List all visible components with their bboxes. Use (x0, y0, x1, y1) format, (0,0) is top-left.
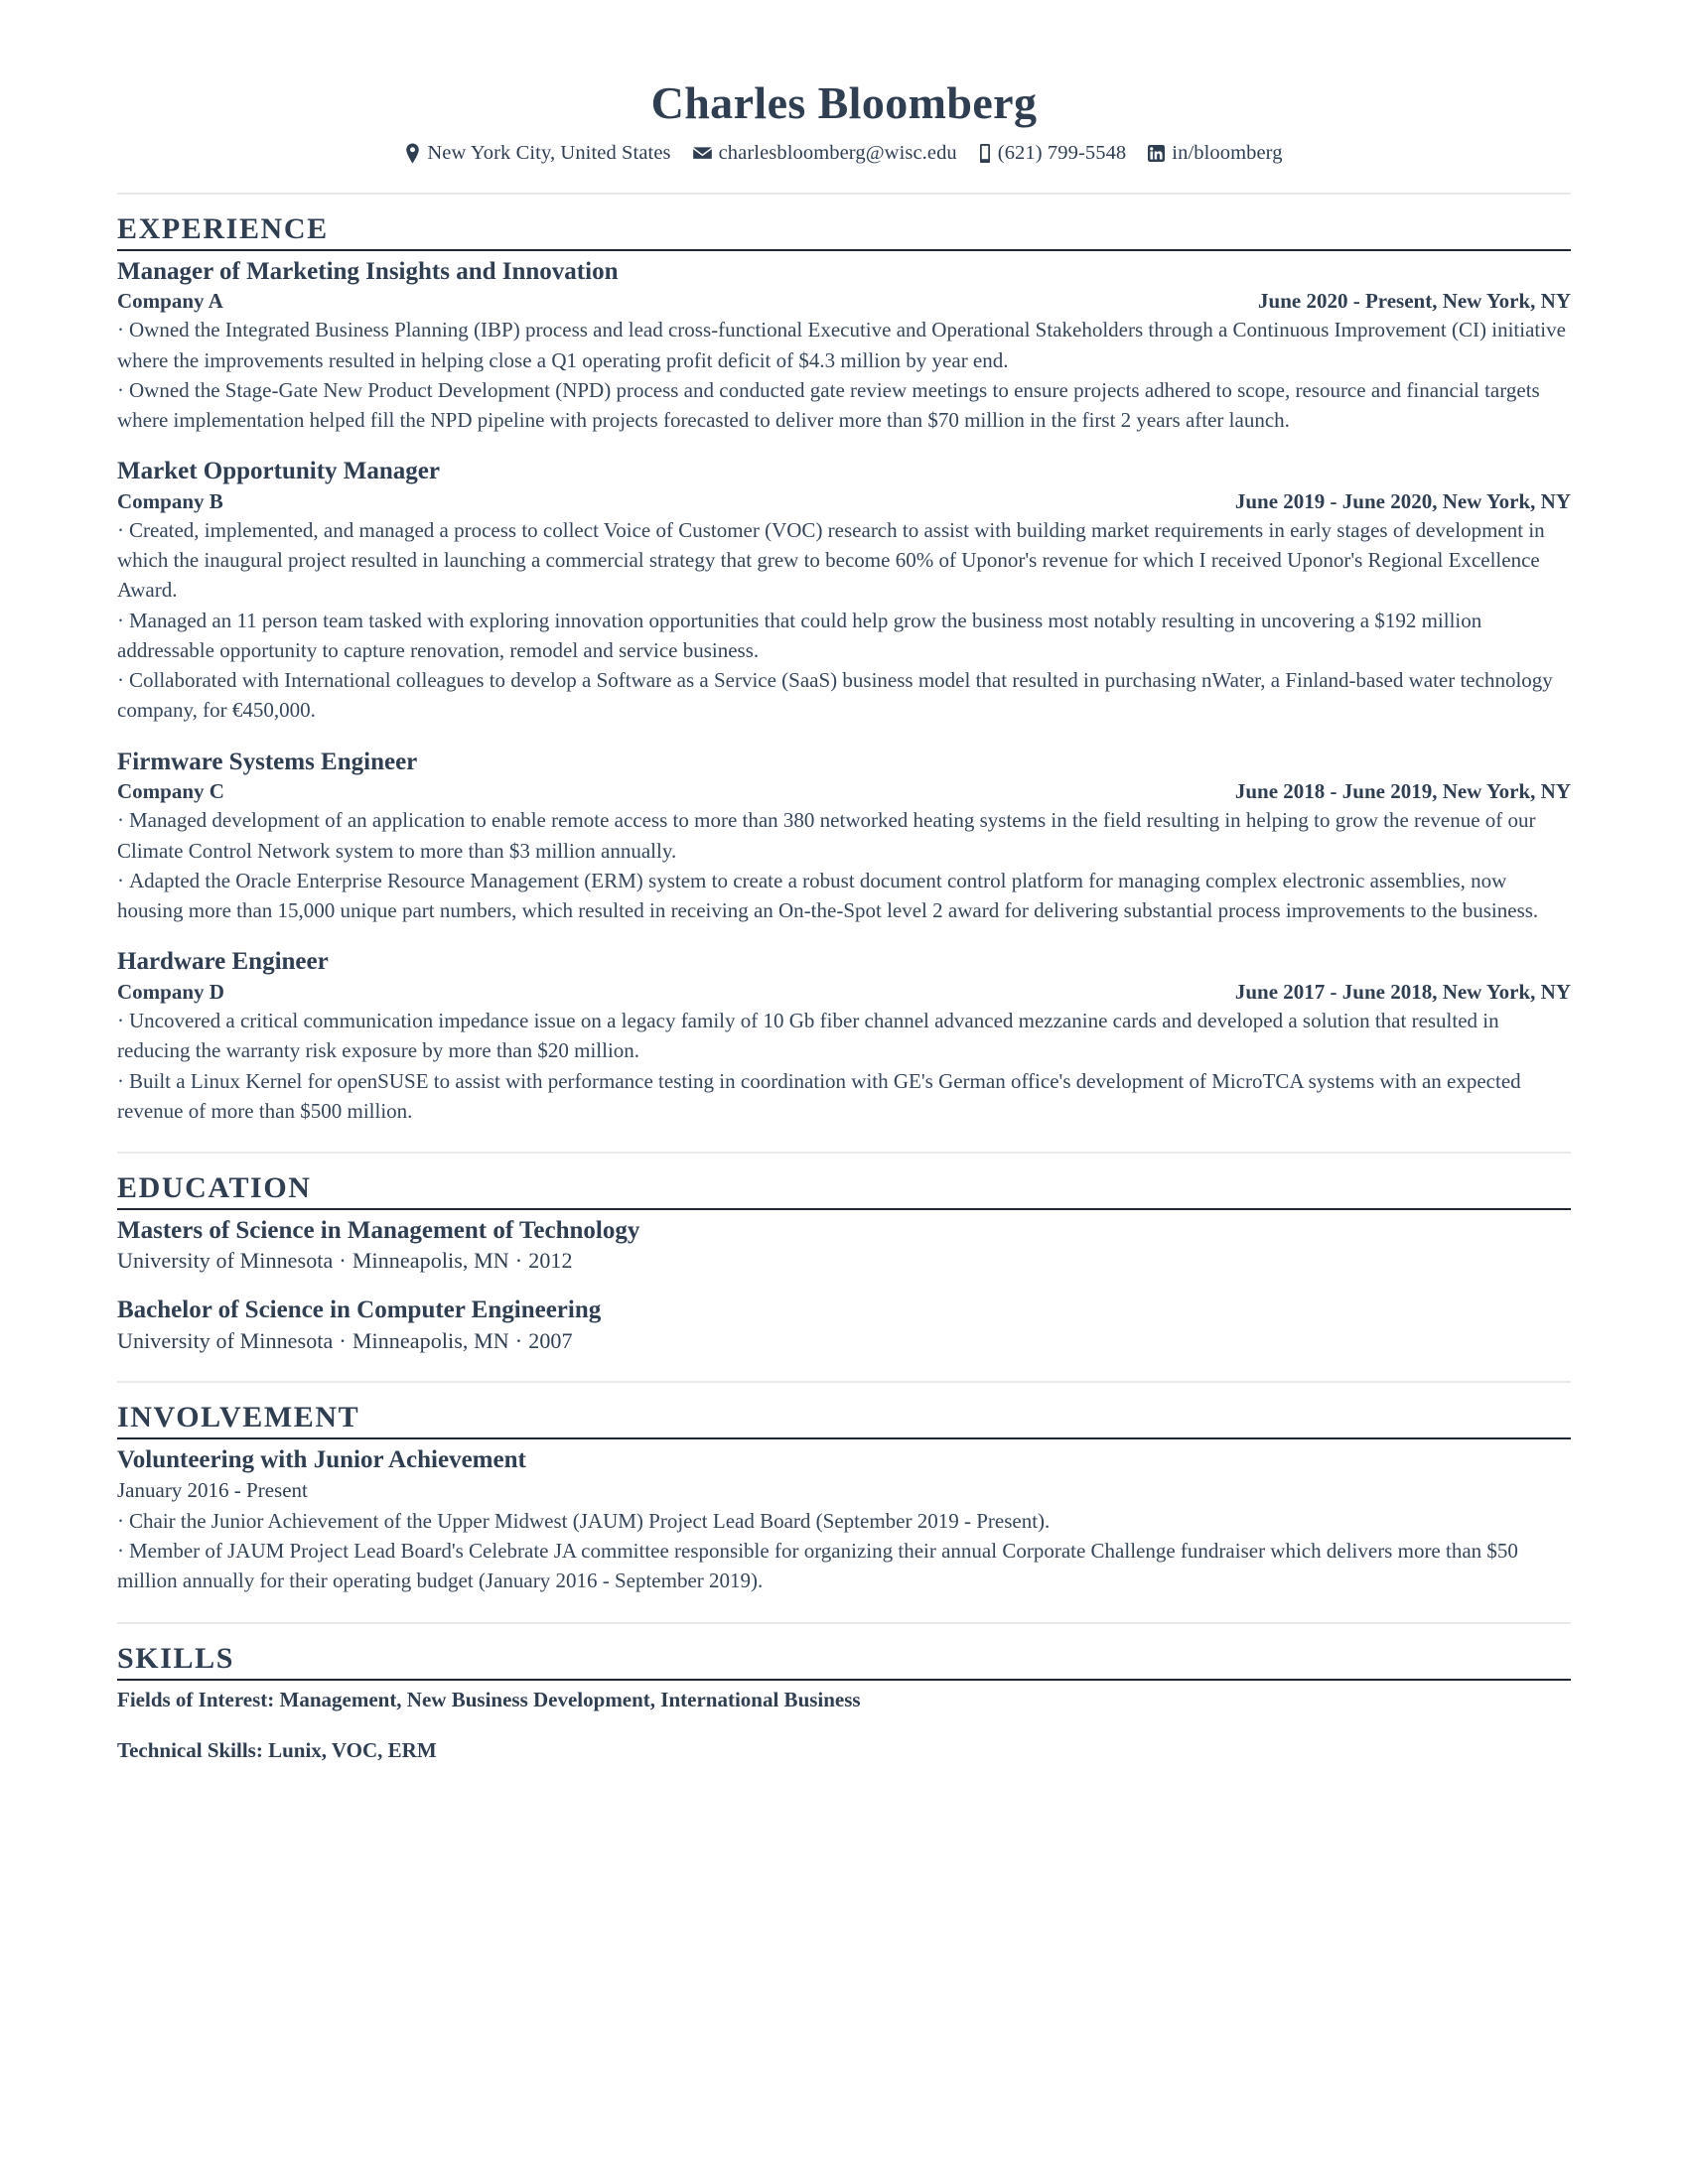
map-pin-icon (405, 143, 420, 164)
job-daterange-location: June 2017 - June 2018, New York, NY (1234, 979, 1571, 1004)
company-name: Company B (117, 488, 223, 513)
bullet-dot-icon: · (117, 1508, 124, 1533)
bullet-item (117, 1506, 1571, 1536)
section-skills (117, 1622, 1571, 1765)
section-education (117, 1152, 1571, 1355)
separator-dot-icon: · (514, 1248, 523, 1274)
graduation-year: 2007 (528, 1327, 573, 1353)
bullet-item (117, 1536, 1571, 1595)
section-title-education: EDUCATION (117, 1170, 312, 1204)
education-detail-row (117, 1247, 1571, 1276)
bullet-item (117, 606, 1571, 665)
bullet-text: Member of JAUM Project Lead Board's Celebrate JA committee responsible for organizing their annual Corporate Challenge fundraiser which delivers more than $50 million annually for their operating budget (January 2016 - September 2019). (117, 1539, 1518, 1593)
experience-entry-list (117, 257, 1571, 1126)
school-location: Minneapolis, MN (352, 1327, 509, 1353)
education-entry-list (117, 1216, 1571, 1355)
separator-dot-icon: · (339, 1248, 347, 1274)
bullet-item (117, 1066, 1571, 1126)
bullet-dot-icon: · (117, 808, 124, 833)
involvement-entry-list (117, 1445, 1571, 1596)
company-name: Company D (117, 979, 224, 1004)
graduation-year: 2012 (528, 1248, 573, 1274)
bullet-text: Owned the Stage-Gate New Product Development (NPD) process and conducted gate review meetings to ensure projects adhered to scope, resource and financial targets where implementation helped fill the NPD pipeline with projects forecasted to deliver more than $70 million in the first 2 years after launch. (117, 377, 1540, 432)
bullet-item (117, 805, 1571, 865)
job-meta-row (117, 778, 1571, 804)
contact-item-mobile-phone[interactable] (979, 140, 1127, 167)
contact-info-line (117, 140, 1571, 167)
experience-entry (117, 748, 1571, 926)
bullet-list (117, 1506, 1571, 1596)
school-name: University of Minnesota (117, 1248, 334, 1274)
resume-header (117, 77, 1571, 167)
section-top-divider (117, 1622, 1571, 1624)
section-rule (117, 1679, 1571, 1681)
bullet-text: Uncovered a critical communication impedance issue on a legacy family of 10 Gb fiber channel advanced mezzanine cards and developed a solution that resulted in reducing the warranty risk exposure by more than $20 million. (117, 1009, 1499, 1063)
experience-entry (117, 947, 1571, 1126)
company-name: Company A (117, 289, 223, 314)
separator-dot-icon: · (514, 1327, 523, 1353)
contact-item-map-pin[interactable] (405, 140, 670, 167)
bullet-text: Chair the Junior Achievement of the Upper Midwest (JAUM) Project Lead Board (September 2019 - Present). (129, 1508, 1051, 1533)
section-title-involvement: INVOLVEMENT (117, 1401, 360, 1434)
involvement-title: Volunteering with Junior Achievement (117, 1446, 526, 1474)
skills-line: Fields of Interest: Management, New Business Development, International Business (117, 1687, 861, 1711)
bullet-item (117, 375, 1571, 435)
linkedin-icon (1148, 145, 1165, 162)
bullet-list (117, 1006, 1571, 1126)
bullet-dot-icon: · (117, 1009, 124, 1033)
job-title: Firmware Systems Engineer (117, 748, 418, 775)
section-title-skills: SKILLS (117, 1641, 234, 1675)
skills-line-list (117, 1687, 1571, 1765)
bullet-list (117, 805, 1571, 925)
bullet-dot-icon: · (117, 1068, 124, 1093)
contact-text: charlesbloomberg@wisc.edu (718, 141, 957, 164)
bullet-dot-icon: · (117, 1539, 124, 1564)
bullet-dot-icon: · (117, 318, 124, 342)
job-daterange-location: June 2018 - June 2019, New York, NY (1234, 779, 1571, 804)
experience-entry (117, 457, 1571, 725)
bullet-dot-icon: · (117, 608, 124, 632)
bullet-text: Adapted the Oracle Enterprise Resource Management (ERM) system to create a robust document control platform for managing complex electronic assemblies, now housing more than 15,000 unique part numbers, which resulted in receiving an On-the-Spot level 2 award for delivering substantial process improvements to the business. (117, 868, 1539, 923)
section-title-experience: EXPERIENCE (117, 211, 329, 245)
bullet-list (117, 515, 1571, 726)
bullet-text: Managed development of an application to enable remote access to more than 380 networked heating systems in the field resulting in helping to grow the revenue of our Climate Control Network system to more than $3 million annually. (117, 808, 1536, 863)
section-top-divider (117, 193, 1571, 195)
section-top-divider (117, 1381, 1571, 1383)
job-daterange-location: June 2020 - Present, New York, NY (1258, 289, 1571, 314)
job-title: Market Opportunity Manager (117, 458, 440, 485)
contact-item-envelope[interactable] (693, 140, 957, 167)
job-meta-row (117, 488, 1571, 514)
contact-text: in/bloomberg (1172, 141, 1283, 164)
job-meta-row (117, 979, 1571, 1005)
bullet-text: Built a Linux Kernel for openSUSE to assist with performance testing in coordination with GE's German office's development of MicroTCA systems with an expected revenue of more than $500 million. (117, 1068, 1521, 1123)
section-experience (117, 193, 1571, 1126)
contact-item-linkedin[interactable] (1148, 140, 1282, 167)
job-title: Manager of Marketing Insights and Innovation (117, 257, 619, 285)
envelope-icon (693, 146, 712, 160)
bullet-dot-icon: · (117, 868, 124, 892)
education-entry (117, 1216, 1571, 1276)
bullet-list (117, 315, 1571, 435)
section-involvement (117, 1381, 1571, 1596)
bullet-text: Owned the Integrated Business Planning (IBP) process and lead cross-functional Executive and Operational Stakeholders through a Continuous Improvement (CI) initiative where the improvements resulted in helping close a Q1 operating profit deficit of $4.3 million by year end. (117, 318, 1566, 372)
bullet-dot-icon: · (117, 517, 124, 542)
experience-entry (117, 257, 1571, 436)
job-title: Hardware Engineer (117, 948, 329, 976)
contact-text: (621) 799-5548 (997, 141, 1127, 164)
bullet-item (117, 1006, 1571, 1065)
bullet-dot-icon: · (117, 668, 124, 693)
job-daterange-location: June 2019 - June 2020, New York, NY (1234, 488, 1571, 513)
education-entry (117, 1296, 1571, 1355)
job-meta-row (117, 288, 1571, 314)
bullet-item (117, 866, 1571, 925)
involvement-daterange: January 2016 - Present (117, 1477, 308, 1502)
degree-title: Masters of Science in Management of Technology (117, 1216, 640, 1244)
section-rule (117, 249, 1571, 251)
education-detail-row (117, 1327, 1571, 1356)
bullet-text: Collaborated with International colleagues to develop a Software as a Service (SaaS) business model that resulted in purchasing nWater, a Finland-based water technology company, for €450,000. (117, 668, 1553, 723)
degree-title: Bachelor of Science in Computer Engineering (117, 1297, 602, 1324)
company-name: Company C (117, 779, 224, 804)
involvement-entry (117, 1445, 1571, 1596)
contact-text: New York City, United States (427, 141, 671, 164)
separator-dot-icon: · (339, 1327, 347, 1353)
school-name: University of Minnesota (117, 1327, 334, 1353)
bullet-dot-icon: · (117, 377, 124, 402)
section-top-divider (117, 1152, 1571, 1154)
bullet-item (117, 665, 1571, 725)
section-rule (117, 1208, 1571, 1210)
skills-line: Technical Skills: Lunix, VOC, ERM (117, 1737, 437, 1762)
section-rule (117, 1437, 1571, 1439)
school-location: Minneapolis, MN (352, 1248, 509, 1274)
bullet-text: Managed an 11 person team tasked with exploring innovation opportunities that could help grow the business most notably resulting in uncovering a $192 million addressable opportunity to capture renovation, remodel and service business. (117, 608, 1482, 662)
bullet-item (117, 315, 1571, 374)
bullet-item (117, 515, 1571, 606)
bullet-text: Created, implemented, and managed a process to collect Voice of Customer (VOC) research to assist with building market requirements in early stages of development in which the inaugural project resulted in launching a commercial strategy that grew to become 60% of Uponor's revenue for which I received Uponor's Regional Excellence Award. (117, 517, 1545, 603)
mobile-phone-icon (979, 144, 991, 163)
candidate-name: Charles Bloomberg (650, 77, 1038, 128)
